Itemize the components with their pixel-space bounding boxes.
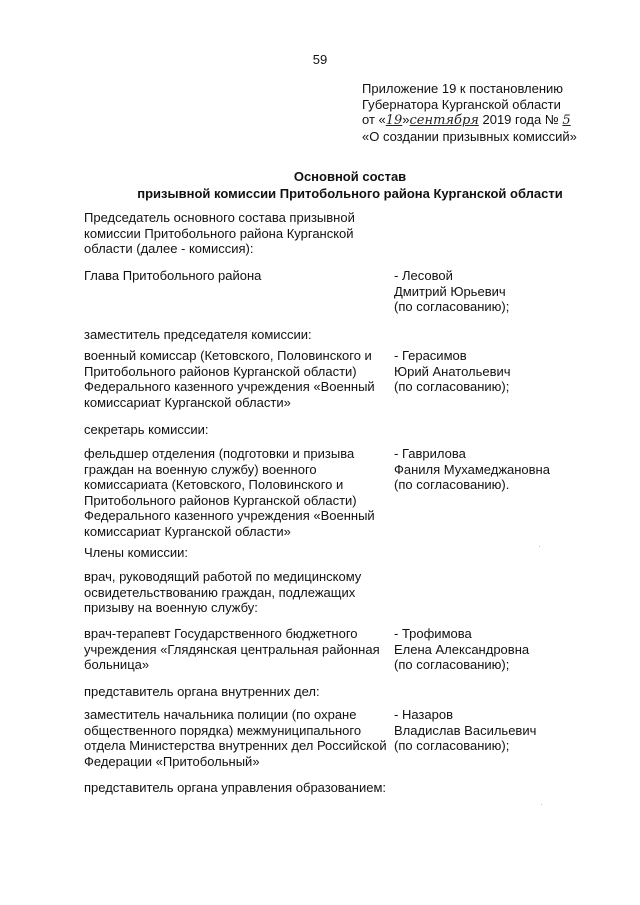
entry-text: врач, руководящий работой по медицинскому освидетельствованию граждан, подлежащих призыву на военную службу:	[84, 569, 362, 616]
handwritten-number: 5	[562, 113, 571, 129]
entry-person: - Герасимов Юрий Анатольевич (по согласованию);	[394, 348, 511, 395]
entry-text: секретарь комиссии:	[84, 422, 209, 437]
handwritten-day: 19	[385, 113, 403, 129]
document-heading	[130, 168, 570, 202]
scan-speck	[541, 804, 542, 805]
appendix-line-3	[362, 112, 622, 129]
appendix-date-quote: »	[402, 112, 410, 128]
entry-text: представитель органа управления образованием:	[84, 780, 387, 795]
entry-text: заместитель председателя комиссии:	[84, 327, 312, 342]
appendix-line-2: Губернатора Курганской области	[362, 96, 561, 112]
entry-position: Глава Притобольного района	[84, 268, 262, 283]
heading-line-2: призывной комиссии Притобольного района Курганской области	[137, 186, 563, 201]
entry-text: Председатель основного состава призывной комиссии Притобольного района Курганской области (далее - комиссия):	[84, 210, 355, 257]
handwritten-month: сентября	[409, 113, 479, 129]
entry-position: фельдшер отделения (подготовки и призыва граждан на военную службу) военного комиссариата (Кетовского, Половинского и Притобольного районов Курганской области) Федерального казенного учреждения «Военный комиссариат Курганской области»	[84, 446, 375, 539]
heading-line-1: Основной состав	[293, 169, 407, 184]
entry-person: - Гаврилова Фаниля Мухамеджановна (по согласованию).	[394, 446, 550, 493]
scan-speck	[539, 546, 540, 547]
entry-position: врач-терапевт Государственного бюджетного учреждения «Глядянская центральная районная больница»	[84, 626, 380, 673]
entry-person: - Лесовой Дмитрий Юрьевич (по согласованию);	[394, 268, 510, 315]
page-number: 59	[312, 52, 328, 67]
entry-position: военный комиссар (Кетовского, Половинского и Притобольного районов Курганской области) Федерального казенного учреждения «Военный комиссариат Курганской области»	[84, 348, 375, 410]
appendix-date-prefix: от «	[362, 112, 386, 128]
entry-text: представитель органа внутренних дел:	[84, 684, 320, 699]
appendix-line-4: «О создании призывных комиссий»	[362, 128, 577, 144]
entry-person: - Трофимова Елена Александровна (по согласованию);	[394, 626, 530, 673]
entry-person: - Назаров Владислав Васильевич (по согласованию);	[394, 707, 537, 754]
appendix-block	[362, 81, 622, 144]
entry-text: Члены комиссии:	[84, 545, 189, 560]
entry-position: заместитель начальника полиции (по охране общественного порядка) межмуниципального отдела Министерства внутренних дел Российской Федерации «Притобольный»	[84, 707, 387, 769]
appendix-year-text: 2019 года №	[478, 112, 563, 128]
appendix-line-1: Приложение 19 к постановлению	[362, 81, 564, 96]
